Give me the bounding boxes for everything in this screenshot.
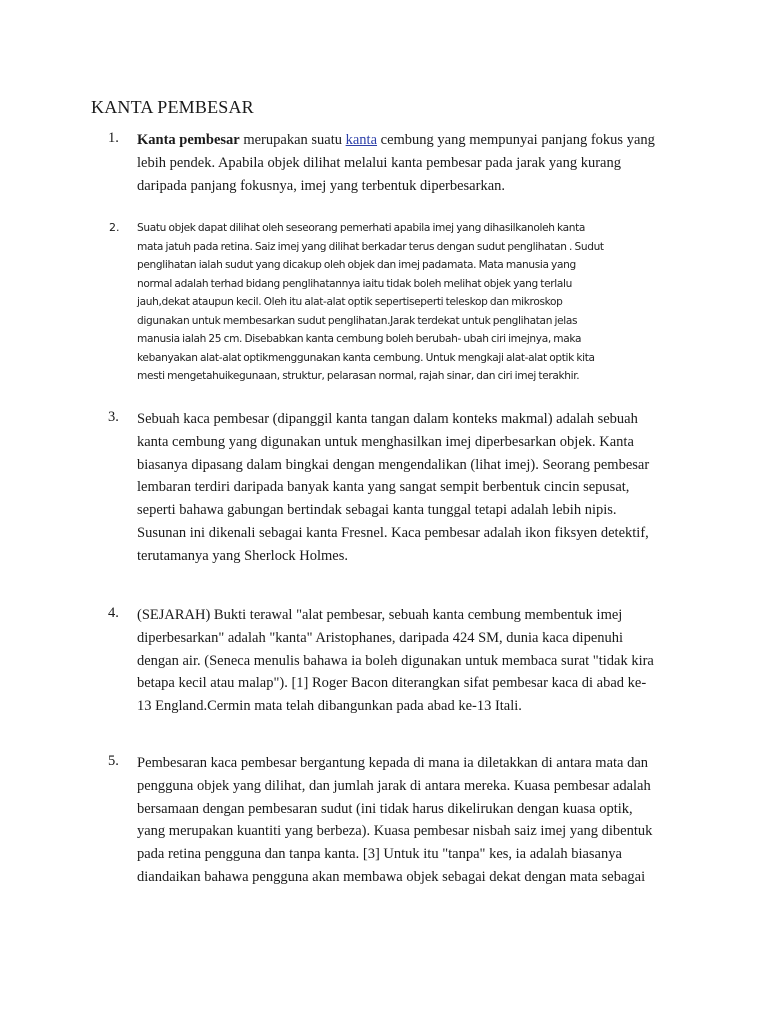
item-line: lembaran terdiri daripada banyak kanta yang sangat sempit berbentuk cincin sepusat, — [137, 479, 630, 496]
item-number: 5. — [108, 753, 119, 769]
item-line: kebanyakan alat-alat optikmenggunakan kanta cembung. Untuk mengkaji alat-alat optik kita — [137, 351, 595, 364]
item-number: 4. — [108, 605, 119, 621]
item-line: jauh,dekat ataupun kecil. Oleh itu alat-alat optik sepertiseperti teleskop dan mikroskop — [137, 296, 563, 308]
item-number: 1. — [108, 130, 119, 146]
item-number: 2. — [109, 221, 120, 234]
item-line: mata jatuh pada retina. Saiz imej yang dilihat berkadar terus dengan sudut penglihatan . Sudut — [137, 240, 604, 253]
item-line: kanta cembung yang digunakan untuk menghasilkan imej diperbesarkan objek. Kanta — [137, 433, 634, 450]
item-line: 13 England.Cermin mata telah dibangunkan pada abad ke-13 Itali. — [137, 698, 522, 715]
item-line: biasanya dipasang dalam bingkai dengan mengendalikan (lihat imej). Seorang pembesar — [137, 456, 650, 473]
item-line: pengguna objek yang dilihat, dan jumlah jarak di antara mereka. Kuasa pembesar adalah — [137, 777, 651, 794]
item-line: Susunan ini dikenali sebagai kanta Fresnel. Kaca pembesar adalah ikon fiksyen detektif, — [137, 524, 649, 541]
item-line: Sebuah kaca pembesar (dipanggil kanta tangan dalam konteks makmal) adalah sebuah — [137, 411, 638, 427]
item-line: betapa kecil atau malap"). [1] Roger Bacon diterangkan sifat pembesar kaca di abad ke- — [137, 675, 647, 692]
item-text — [137, 408, 677, 568]
item-line: seperti bahawa gabungan bertindak sebagai kanta tunggal tetapi adalah lebih nipis. — [137, 502, 617, 519]
item-text — [137, 219, 677, 386]
item-line: normal adalah terhad bidang penglihatannya iaitu tidak boleh melihat objek yang terlalu — [137, 277, 572, 290]
item-line: manusia ialah 25 cm. Disebabkan kanta cembung boleh berubah- ubah ciri imejnya, maka — [137, 333, 582, 345]
item-text-fragment: merupakan suatu — [239, 132, 346, 148]
item-line: pada retina pengguna dan tanpa kanta. [3] Untuk itu "tanpa" kes, ia adalah biasanya — [137, 846, 622, 863]
item-line: penglihatan ialah sudut yang dicakup oleh objek dan imej padamata. Mata manusia yang — [137, 259, 576, 271]
item-text-fragment: cembung yang mempunyai panjang fokus yang — [377, 132, 655, 148]
item-line: dengan air. (Seneca menulis bahawa ia boleh digunakan untuk membaca surat "tidak kira — [137, 652, 654, 669]
item-text — [137, 752, 677, 889]
item-line: lebih pendek. Apabila objek dilihat melalui kanta pembesar pada jarak yang kurang — [137, 154, 621, 171]
item-number: 3. — [108, 409, 119, 425]
item-line: mesti mengetahuikegunaan, struktur, pelarasan normal, rajah sinar, dan ciri imej terakhir. — [137, 370, 580, 382]
item-line — [137, 129, 677, 152]
kanta-link[interactable]: kanta — [345, 132, 378, 148]
item-text — [137, 604, 677, 718]
item-line: digunakan untuk membesarkan sudut penglihatan.Jarak terdekat untuk penglihatan jelas — [137, 314, 578, 327]
item-line: Pembesaran kaca pembesar bergantung kepada di mana ia diletakkan di antara mata dan — [137, 755, 649, 771]
item-line: (SEJARAH) Bukti terawal "alat pembesar, sebuah kanta cembung membentuk imej — [137, 607, 623, 623]
item-line: diandaikan bahawa pengguna akan membawa objek sebagai dekat dengan mata sebagai — [137, 868, 646, 885]
item-line: diperbesarkan" adalah "kanta" Aristophanes, daripada 424 SM, dunia kaca dipenuhi — [137, 629, 624, 646]
item-line: terutamanya yang Sherlock Holmes. — [137, 547, 348, 564]
item-line: Suatu objek dapat dilihat oleh seseorang pemerhati apabila imej yang dihasilkanoleh kanta — [137, 222, 586, 234]
item-text — [137, 129, 677, 197]
item-line: yang merupakan kuantiti yang berbeza). Kuasa pembesar nisbah saiz imej yang dibentuk — [137, 823, 653, 840]
item-line: daripada panjang fokusnya, imej yang terbentuk diperbesarkan. — [137, 177, 506, 194]
document-title: KANTA PEMBESAR — [91, 97, 254, 117]
item-lead-term: Kanta pembesar — [137, 132, 240, 148]
item-line: bersamaan dengan pembesaran sudut (ini tidak harus dikelirukan dengan kuasa optik, — [137, 800, 633, 817]
